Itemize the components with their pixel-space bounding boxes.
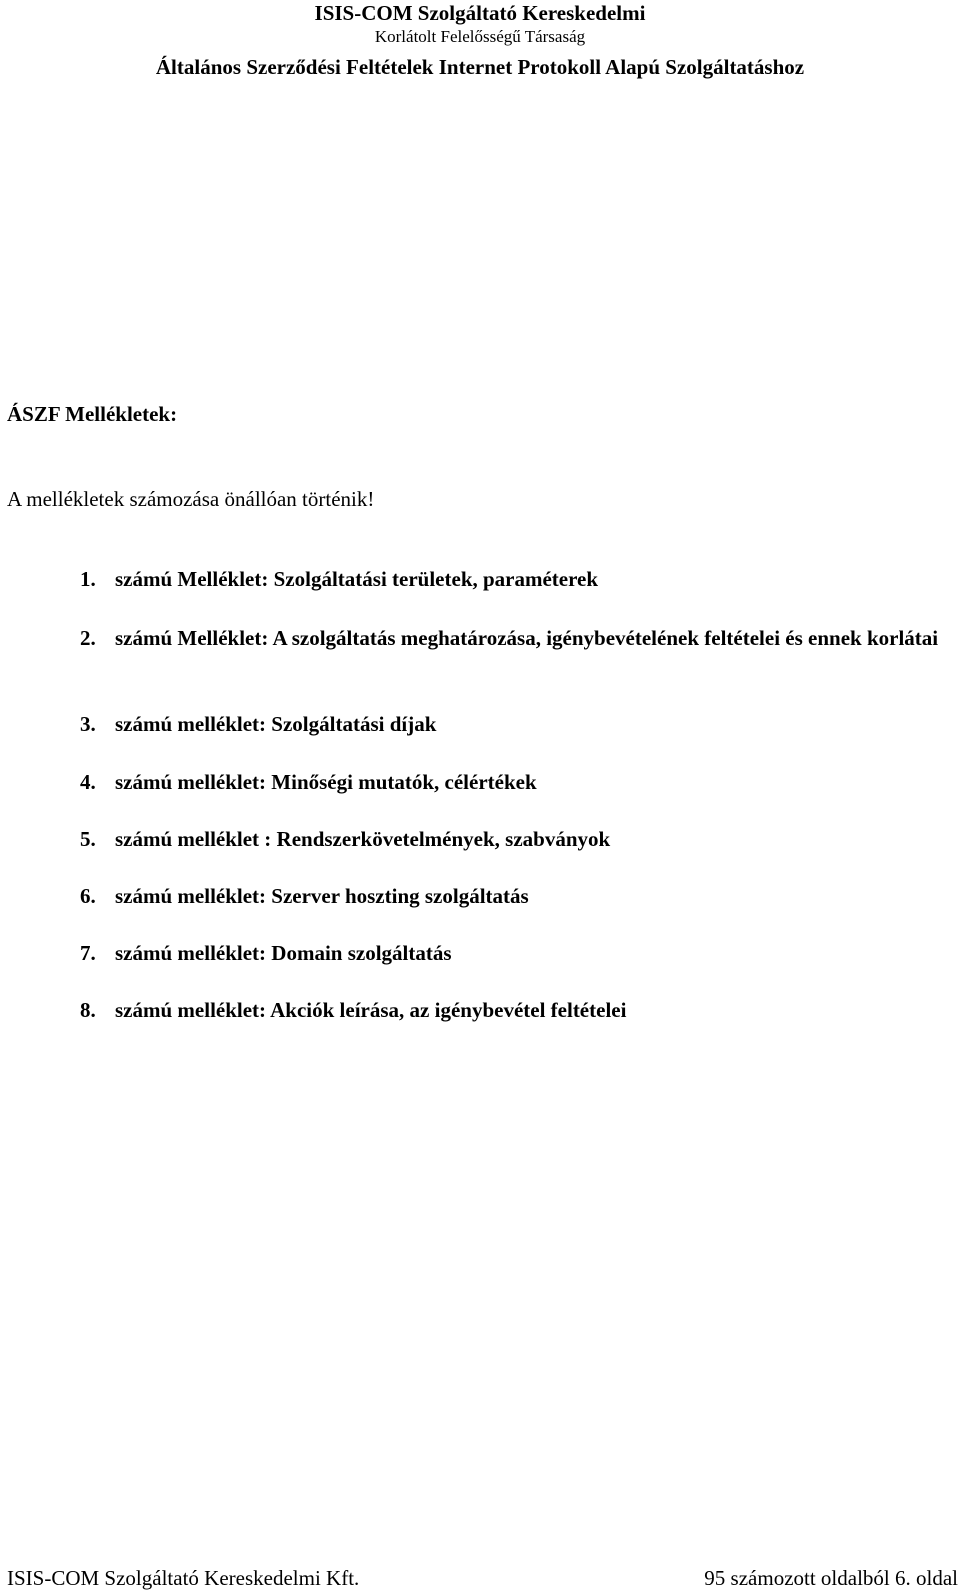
annexes-intro: A mellékletek számozása önállóan történik! [7,487,375,511]
annex-title: számú melléklet: Szerver hoszting szolgáltatás [115,884,529,908]
annex-title: számú Melléklet: Szolgáltatási területek, paraméterek [115,567,599,591]
annex-title: számú melléklet: Akciók leírása, az igénybevétel feltételei [115,998,627,1022]
list-item [80,938,940,968]
company-name: ISIS-COM Szolgáltató Kereskedelmi [314,1,646,25]
document-title: Általános Szerződési Feltételek Internet Protokoll Alapú Szolgáltatáshoz [155,55,805,79]
annex-number: 7. [80,941,96,965]
annex-title: számú melléklet: Domain szolgáltatás [115,941,452,965]
list-item [80,767,940,797]
company-legal-form: Korlátolt Felelősségű Társaság [374,27,586,46]
list-item [80,995,940,1025]
annex-number: 8. [80,998,96,1022]
annex-number: 3. [80,712,96,736]
annex-number: 5. [80,827,96,851]
page-number: 95 számozott oldalból 6. oldal [704,1566,958,1590]
list-item [80,881,940,911]
list-item [80,709,940,739]
annex-title: számú melléklet: Minőségi mutatók, célértékek [115,770,537,794]
annex-title: számú melléklet: Szolgáltatási díjak [115,712,437,736]
annexes-heading: ÁSZF Mellékletek: [7,402,178,426]
annex-number: 2. [80,626,96,650]
annex-number: 6. [80,884,96,908]
annex-number: 1. [80,567,96,591]
list-item [80,623,940,653]
page-footer [0,1563,960,1593]
annex-number: 4. [80,770,96,794]
document-header [0,0,960,80]
list-item [80,824,940,854]
annex-title: számú Melléklet: A szolgáltatás meghatározása, igénybevételének feltételei és ennek korlátai [115,626,939,650]
footer-company: ISIS-COM Szolgáltató Kereskedelmi Kft. [7,1566,360,1590]
list-item [80,564,940,594]
annex-title: számú melléklet : Rendszerkövetelmények, szabványok [115,827,611,851]
